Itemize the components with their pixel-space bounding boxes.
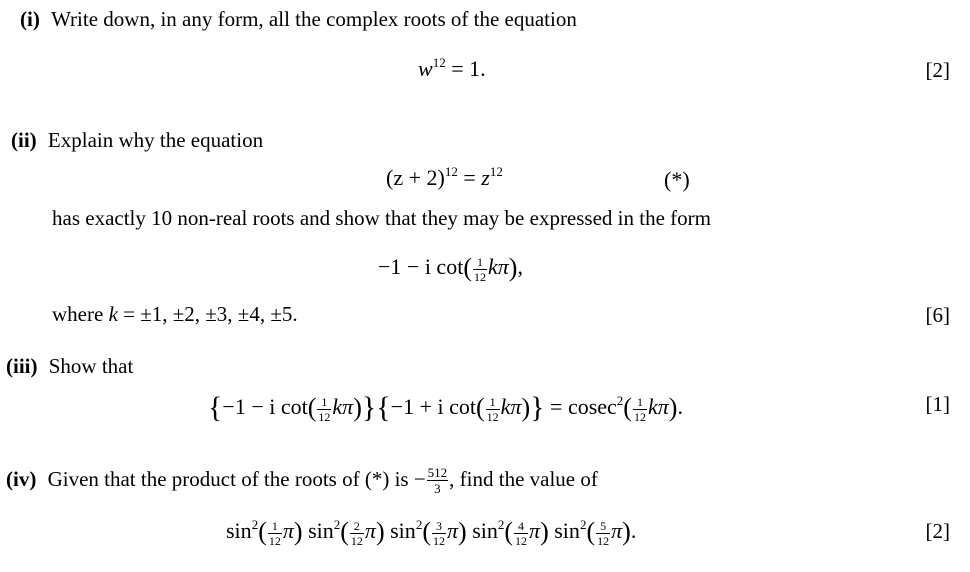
- part-ii-text2: has exactly 10 non-real roots and show that they may be expressed in the form: [52, 206, 711, 230]
- part-iv-marks: [2]: [925, 519, 950, 543]
- part-ii-text: Explain why the equation: [47, 128, 264, 152]
- fraction: $\frac{1}{12}$: [473, 255, 486, 284]
- part-ii-where: where k = ±1, ±2, ±3, ±4, ±5.: [52, 302, 298, 326]
- part-ii-marks: [6]: [925, 303, 950, 327]
- part-iii-equation: {−1 − i cot( $\frac{1}{12}$ kπ)}{−1 + i cot( $\frac{1}{12}$ kπ)} = cosec$^2$( $\frac{1}{12}$ kπ).: [208, 391, 683, 424]
- part-iii-label: (iii): [6, 354, 38, 378]
- part-iii-text: Show that: [48, 354, 134, 378]
- part-ii-equation: $(z + 2)^{12} = z^{12}$: [386, 164, 503, 190]
- part-ii-question: [11, 130, 263, 151]
- part-iii-marks: [1]: [925, 392, 950, 416]
- part-iii-question: [6, 356, 133, 377]
- part-i-text: Write down, in any form, all the complex roots of the equation: [51, 7, 577, 31]
- part-iv-label: (iv): [6, 467, 37, 491]
- part-iv-question: [6, 466, 598, 495]
- part-ii-label: (ii): [11, 128, 37, 152]
- part-i-label: (i): [20, 7, 40, 31]
- part-i-equation: $w^{12} = 1$.: [418, 55, 486, 81]
- part-i-marks: [2]: [925, 58, 950, 82]
- part-iv-text: Given that the product of the roots of (*) is − $\frac{512}{3}$ , find the value of: [47, 465, 598, 496]
- part-i-question: [20, 9, 577, 30]
- equation-tag: (*): [664, 167, 690, 192]
- part-ii-form: −1 − i cot( $\frac{1}{12}$ kπ),: [378, 253, 523, 284]
- part-iv-product: $\sin^2$( $\frac{1}{12}$ π) $\sin^2$( $\frac{2}{12}$ π) $\sin^2$( $\frac{3}{12}$ π) $\sin^2$( $\frac{4}{12}$ π) $\sin^2$( $\frac{5}{12}$ π).: [226, 517, 637, 548]
